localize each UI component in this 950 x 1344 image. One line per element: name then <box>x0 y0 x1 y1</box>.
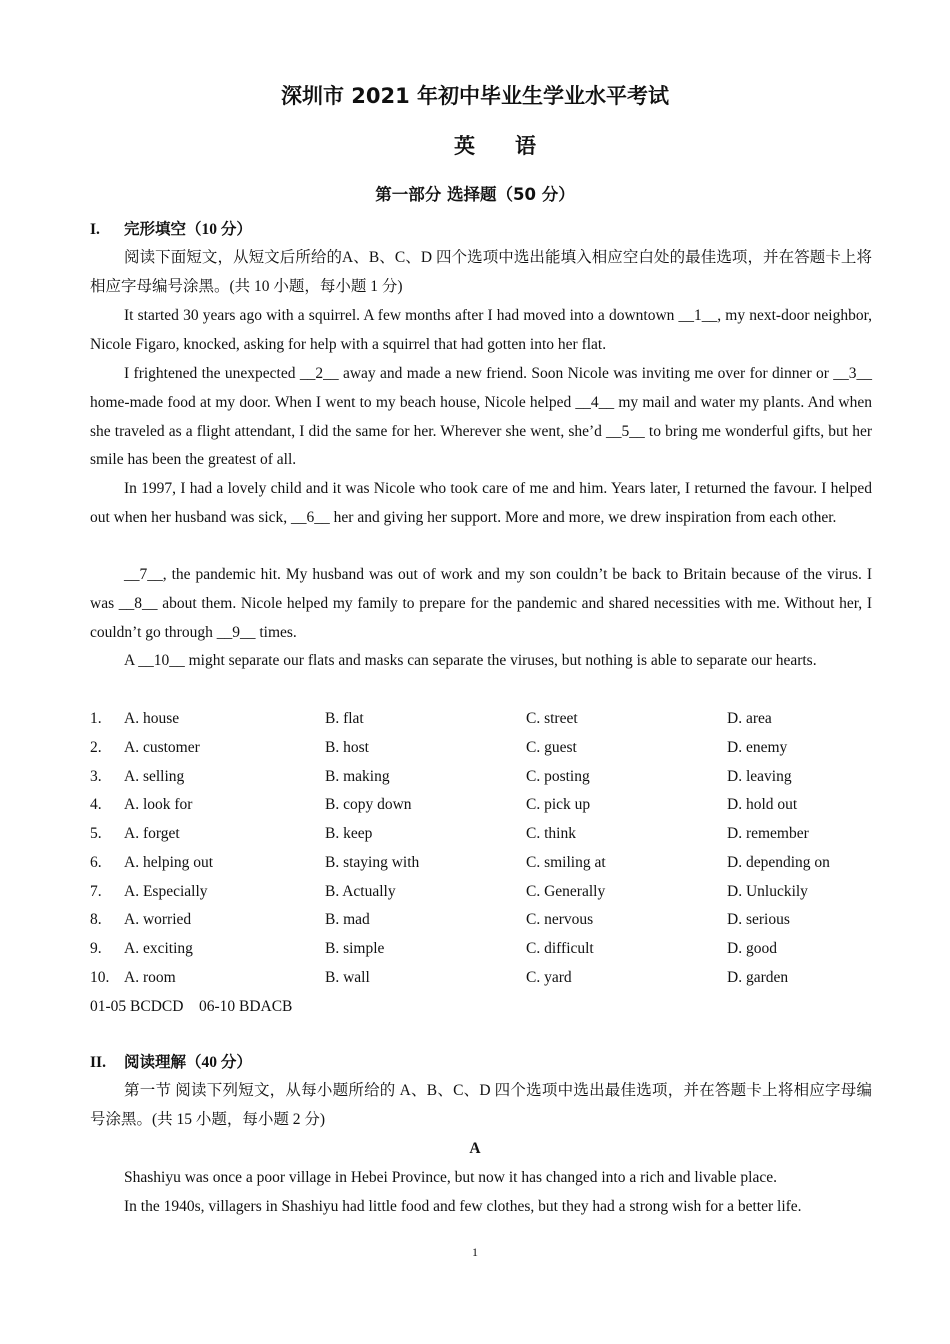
option-d: D. leaving <box>727 768 792 785</box>
question-number: 8. <box>90 911 102 928</box>
passage-paragraph-2: In the 1940s, villagers in Shashiyu had little food and few clothes, but they had a strong wish for a better life. <box>124 1198 802 1215</box>
option-c: C. smiling at <box>526 854 606 871</box>
option-b: B. copy down <box>325 796 412 813</box>
question-number: 4. <box>90 796 102 813</box>
exam-title: 深圳市 2021 年初中毕业生学业水平考试 <box>280 84 670 108</box>
option-b: B. staying with <box>325 854 420 871</box>
section-2-heading <box>90 1053 252 1073</box>
option-c: C. street <box>526 710 578 727</box>
option-c: C. nervous <box>526 911 594 928</box>
option-d: D. good <box>727 940 777 957</box>
section-1-instructions: 阅读下面短文，从短文后所给的A、B、C、D 四个选项中选出能填入相应空白处的最佳选项，并在答题卡上将相应字母编号涂黑。(共 10 小题，每小题 1 分) <box>90 249 872 295</box>
answer-key: 01-05 BCDCD 06-10 BDACB <box>90 998 293 1015</box>
option-b: B. making <box>325 768 390 785</box>
question-number: 3. <box>90 768 102 785</box>
section-2-instructions: 第一节 阅读下列短文，从每小题所给的 A、B、C、D 四个选项中选出最佳选项，并在答题卡上将相应字母编号涂黑。(共 15 小题，每小题 2 分) <box>90 1082 872 1128</box>
section-2-number: II. <box>90 1054 106 1071</box>
option-b: B. mad <box>325 911 370 928</box>
cloze-paragraph-4: __7__, the pandemic hit. My husband was out of work and my son couldn’t be back to Britain because of the virus. I was __8__ about them. Nicole helped my family to prepare for the pandemic and shared necessities with me. Without her, I couldn’t go through __9__ times. <box>90 566 872 641</box>
option-d: D. depending on <box>727 854 830 871</box>
question-number: 1. <box>90 710 102 727</box>
option-d: D. remember <box>727 825 809 842</box>
question-number: 6. <box>90 854 102 871</box>
cloze-paragraph-1: It started 30 years ago with a squirrel. A few months after I had moved into a downtown __1__, my next-door neighbor, Nicole Figaro, knocked, asking for help with a squirrel that had gotten into her flat. <box>90 307 872 353</box>
question-number: 10. <box>90 969 110 986</box>
option-b: B. wall <box>325 969 370 986</box>
option-a: A. look for <box>124 796 193 813</box>
option-c: C. guest <box>526 739 577 756</box>
option-a: A. worried <box>124 911 192 928</box>
option-d: D. area <box>727 710 772 727</box>
option-c: C. Generally <box>526 883 606 900</box>
question-number: 9. <box>90 940 102 957</box>
option-a: A. Especially <box>124 883 208 900</box>
option-d: D. Unluckily <box>727 883 808 900</box>
subject-title: 英语 <box>454 134 576 158</box>
option-c: C. pick up <box>526 796 591 813</box>
page-number: 1 <box>472 1245 478 1259</box>
cloze-paragraph-3: In 1997, I had a lovely child and it was Nicole who took care of me and him. Years later, I returned the favour. I helped out when her husband was sick, __6__ her and giving her support. More and more, we drew inspiration from each other. <box>90 480 872 526</box>
option-a: A. room <box>124 969 176 986</box>
question-number: 2. <box>90 739 102 756</box>
option-a: A. house <box>124 710 180 727</box>
option-a: A. selling <box>124 768 185 785</box>
option-d: D. serious <box>727 911 790 928</box>
section-1-title: 完形填空（10 分） <box>124 221 252 238</box>
part-heading: 第一部分 选择题（50 分） <box>375 185 575 204</box>
cloze-paragraph-5: A __10__ might separate our flats and masks can separate the viruses, but nothing is able to separate our hearts. <box>124 652 817 669</box>
option-c: C. posting <box>526 768 590 785</box>
section-2-title: 阅读理解（40 分） <box>124 1054 252 1071</box>
option-a: A. helping out <box>124 854 214 871</box>
option-b: B. simple <box>325 940 385 957</box>
option-c: C. think <box>526 825 576 842</box>
option-a: A. exciting <box>124 940 193 957</box>
option-a: A. forget <box>124 825 180 842</box>
option-c: C. difficult <box>526 940 594 957</box>
passage-letter: A <box>469 1140 481 1157</box>
option-c: C. yard <box>526 969 572 986</box>
option-d: D. garden <box>727 969 789 986</box>
option-d: D. hold out <box>727 796 798 813</box>
option-b: B. keep <box>325 825 373 842</box>
question-number: 5. <box>90 825 102 842</box>
option-a: A. customer <box>124 739 200 756</box>
option-b: B. host <box>325 739 369 756</box>
section-1-number: I. <box>90 221 100 238</box>
cloze-paragraph-2: I frightened the unexpected __2__ away and made a new friend. Soon Nicole was inviting me over for dinner or __3__ home-made food at my door. When I went to my beach house, Nicole helped __4__ my mail and water my plants. And when she traveled as a flight attendant, I did the same for her. Wherever she went, she’d __5__ to bring me wonderful gifts, but her smile has been the greatest of all. <box>90 365 872 469</box>
option-d: D. enemy <box>727 739 788 756</box>
option-b: B. flat <box>325 710 364 727</box>
option-b: B. Actually <box>325 883 396 900</box>
section-1-heading <box>90 220 252 240</box>
passage-paragraph-1: Shashiyu was once a poor village in Hebei Province, but now it has changed into a rich and livable place. <box>124 1169 777 1186</box>
question-number: 7. <box>90 883 102 900</box>
